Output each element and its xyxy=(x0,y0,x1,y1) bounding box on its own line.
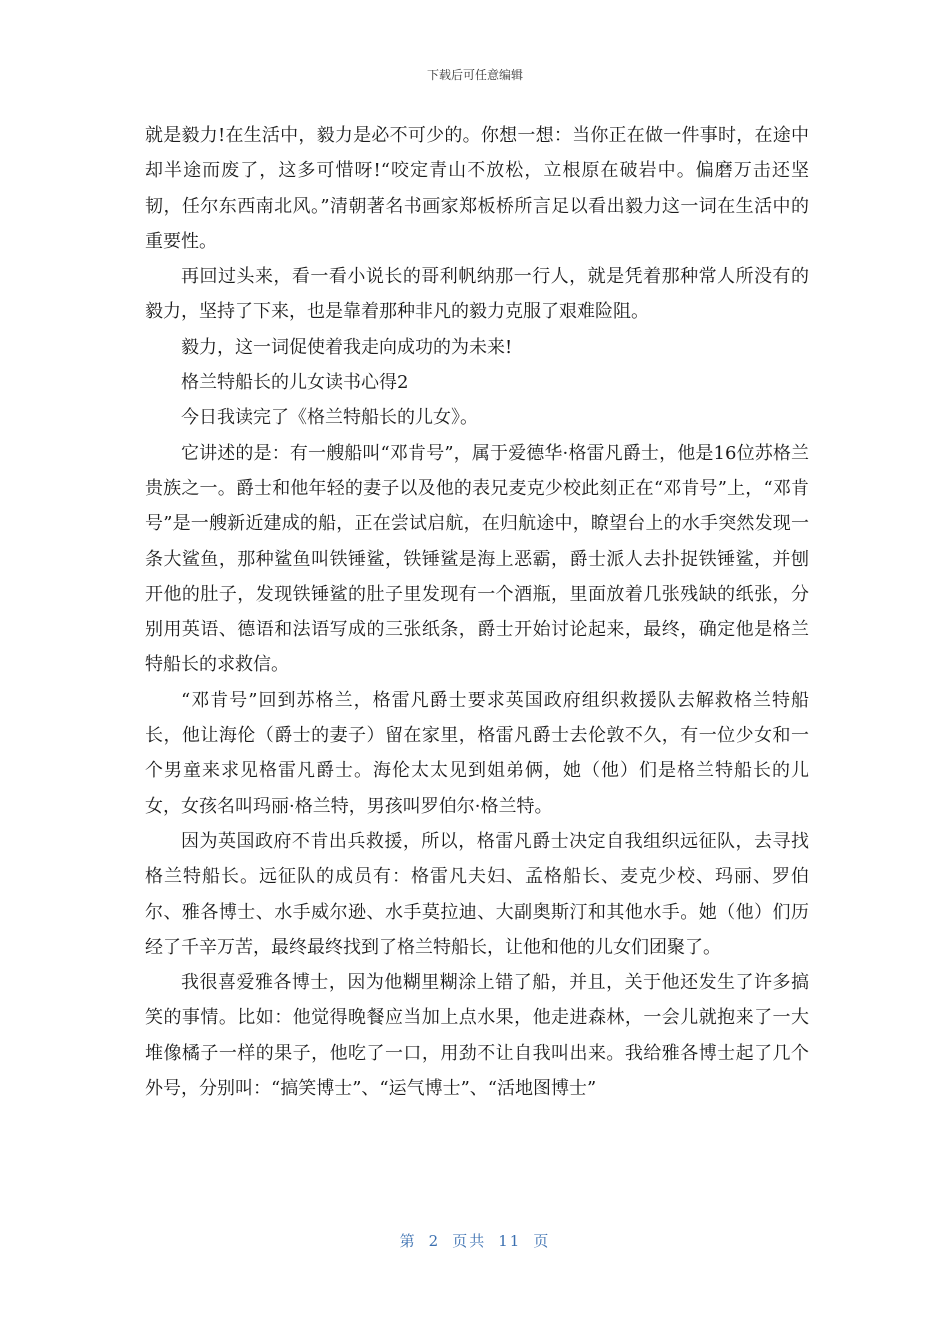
paragraph: 它讲述的是：有一艘船叫“邓肯号”，属于爱德华·格雷凡爵士，他是16位苏格兰贵族之一。爵士和他年轻的妻子以及他的表兄麦克少校此刻正在“邓肯号”上，“邓肯号”是一艘新近建成的船，正在尝试启航，在归航途中，瞭望台上的水手突然发现一条大鲨鱼，那种鲨鱼叫铁锤鲨，铁锤鲨是海上恶霸，爵士派人去扑捉铁锤鲨，并刨开他的肚子，发现铁锤鲨的肚子里发现有一个酒瓶，里面放着几张残缺的纸张，分别用英语、德语和法语写成的三张纸条，爵士开始讨论起来，最终，确定他是格兰特船长的求救信。 xyxy=(145,442,809,676)
page-header: 下载后可任意编辑 xyxy=(426,68,523,82)
footer-suffix: 页 xyxy=(533,1232,551,1250)
page-footer xyxy=(0,1230,950,1251)
section-heading: 格兰特船长的儿女读书心得2 xyxy=(181,372,409,394)
paragraph: 再回过头来，看一看小说长的哥利帆纳那一行人，就是凭着那种常人所没有的毅力，坚持了下来，也是靠着那种非凡的毅力克服了艰难险阻。 xyxy=(145,266,809,323)
paragraph: 我很喜爱雅各博士，因为他糊里糊涂上错了船，并且，关于他还发生了许多搞笑的事情。比如：他觉得晚餐应当加上点水果，他走进森林，一会儿就抱来了一大堆像橘子一样的果子，他吃了一口，用劲不让自我叫出来。我给雅各博士起了几个外号，分别叫：“搞笑博士”、“运气博士”、“活地图博士” xyxy=(145,972,809,1100)
paragraph: “邓肯号”回到苏格兰，格雷凡爵士要求英国政府组织救援队去解救格兰特船长，他让海伦（爵士的妻子）留在家里，格雷凡爵士去伦敦不久，有一位少女和一个男童来求见格雷凡爵士。海伦太太见到姐弟俩，她（他）们是格兰特船长的儿女，女孩名叫玛丽·格兰特，男孩叫罗伯尔·格兰特。 xyxy=(145,689,809,817)
current-page-number: 2 xyxy=(428,1232,441,1250)
paragraph: 毅力，这一词促使着我走向成功的为未来! xyxy=(181,336,513,358)
document-body xyxy=(145,118,809,1106)
paragraph: 今日我读完了《格兰特船长的儿女》。 xyxy=(181,407,478,429)
footer-middle: 页共 xyxy=(452,1232,487,1250)
footer-prefix: 第 xyxy=(399,1232,417,1250)
total-page-count: 11 xyxy=(498,1232,522,1250)
paragraph: 就是毅力!在生活中，毅力是必不可少的。你想一想：当你正在做一件事时，在途中却半途而废了，这多可惜呀!“咬定青山不放松，立根原在破岩中。偏磨万击还坚韧，任尔东西南北风。”清朝著名书画家郑板桥所言足以看出毅力这一词在生活中的重要性。 xyxy=(145,125,809,252)
paragraph: 因为英国政府不肯出兵救援，所以，格雷凡爵士决定自我组织远征队，去寻找格兰特船长。远征队的成员有：格雷凡夫妇、孟格船长、麦克少校、玛丽、罗伯尔、雅各博士、水手威尔逊、水手莫拉迪、大副奥斯汀和其他水手。她（他）们历经了千辛万苦，最终最终找到了格兰特船长，让他和他的儿女们团聚了。 xyxy=(145,830,809,958)
